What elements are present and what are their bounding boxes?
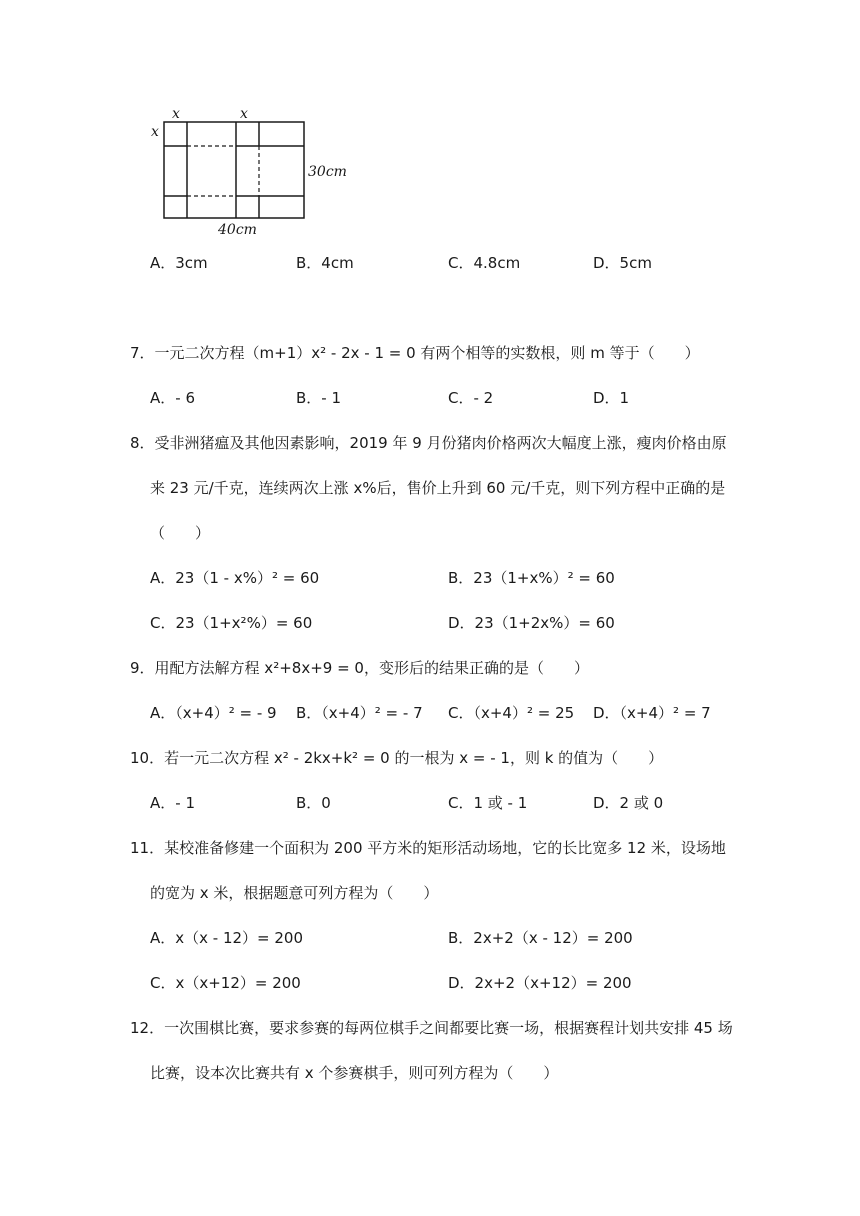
q11-option-d: D．2x+2（x+12）= 200 (448, 974, 632, 992)
q10-option-b: B．0 (296, 794, 331, 812)
q9-option-c: C．（x+4）² = 25 (448, 704, 575, 722)
q10-option-c: C．1 或 - 1 (448, 794, 528, 812)
q9-option-b: B．（x+4）² = - 7 (296, 704, 423, 722)
q8-option-c: C．23（1+x²%）= 60 (150, 614, 313, 632)
label-x-top-right: x (240, 106, 248, 122)
q10-text: 10．若一元二次方程 x² - 2kx+k² = 0 的一根为 x = - 1，则 k 的值为（ ） (130, 749, 664, 767)
q7-text: 7．一元二次方程（m+1）x² - 2x - 1 = 0 有两个相等的实数根，则 m 等于（ ） (130, 344, 700, 362)
q8-option-b: B．23（1+x%）² = 60 (448, 569, 615, 587)
label-x-top-left: x (172, 106, 180, 122)
q6-option-b: B．4cm (296, 254, 354, 272)
q11-option-a: A．x（x - 12）= 200 (150, 929, 304, 947)
q10-option-d: D．2 或 0 (593, 794, 664, 812)
q11-option-c: C．x（x+12）= 200 (150, 974, 301, 992)
box-net-diagram (150, 104, 350, 240)
q8-line-2: 来 23 元/千克，连续两次上涨 x%后，售价上升到 60 元/千克，则下列方程中正确的是 (150, 479, 726, 497)
q7-option-b: B．- 1 (296, 389, 342, 407)
q12-line-2: 比赛，设本次比赛共有 x 个参赛棋手，则可列方程为（ ） (150, 1064, 559, 1082)
q6-option-a: A．3cm (150, 254, 208, 272)
q8-line-3: （ ） (150, 524, 211, 542)
q10-option-a: A．- 1 (150, 794, 195, 812)
q12-line-1: 12．一次围棋比赛，要求参赛的每两位棋手之间都要比赛一场，根据赛程计划共安排 45 场 (130, 1019, 733, 1037)
q9-option-d: D．（x+4）² = 7 (593, 704, 711, 722)
q7-option-a: A．- 6 (150, 389, 195, 407)
q11-line-1: 11．某校准备修建一个面积为 200 平方米的矩形活动场地，它的长比宽多 12 米，设场地 (130, 839, 726, 857)
q6-option-d: D．5cm (593, 254, 652, 272)
box-net-figure (150, 104, 350, 240)
q8-option-a: A．23（1 - x%）² = 60 (150, 569, 320, 587)
label-height: 30cm (308, 164, 347, 180)
label-x-side: x (151, 124, 159, 140)
q11-option-b: B．2x+2（x - 12）= 200 (448, 929, 633, 947)
q8-line-1: 8．受非洲猪瘟及其他因素影响，2019 年 9 月份猪肉价格两次大幅度上涨，瘦肉价格由原 (130, 434, 727, 452)
q9-option-a: A．（x+4）² = - 9 (150, 704, 277, 722)
q8-option-d: D．23（1+2x%）= 60 (448, 614, 615, 632)
q6-option-c: C．4.8cm (448, 254, 521, 272)
q11-line-2: 的宽为 x 米，根据题意可列方程为（ ） (150, 884, 439, 902)
q7-option-c: C．- 2 (448, 389, 494, 407)
label-width: 40cm (218, 222, 257, 238)
q9-text: 9．用配方法解方程 x²+8x+9 = 0，变形后的结果正确的是（ ） (130, 659, 589, 677)
outer-rectangle (164, 122, 304, 218)
q7-option-d: D．1 (593, 389, 630, 407)
